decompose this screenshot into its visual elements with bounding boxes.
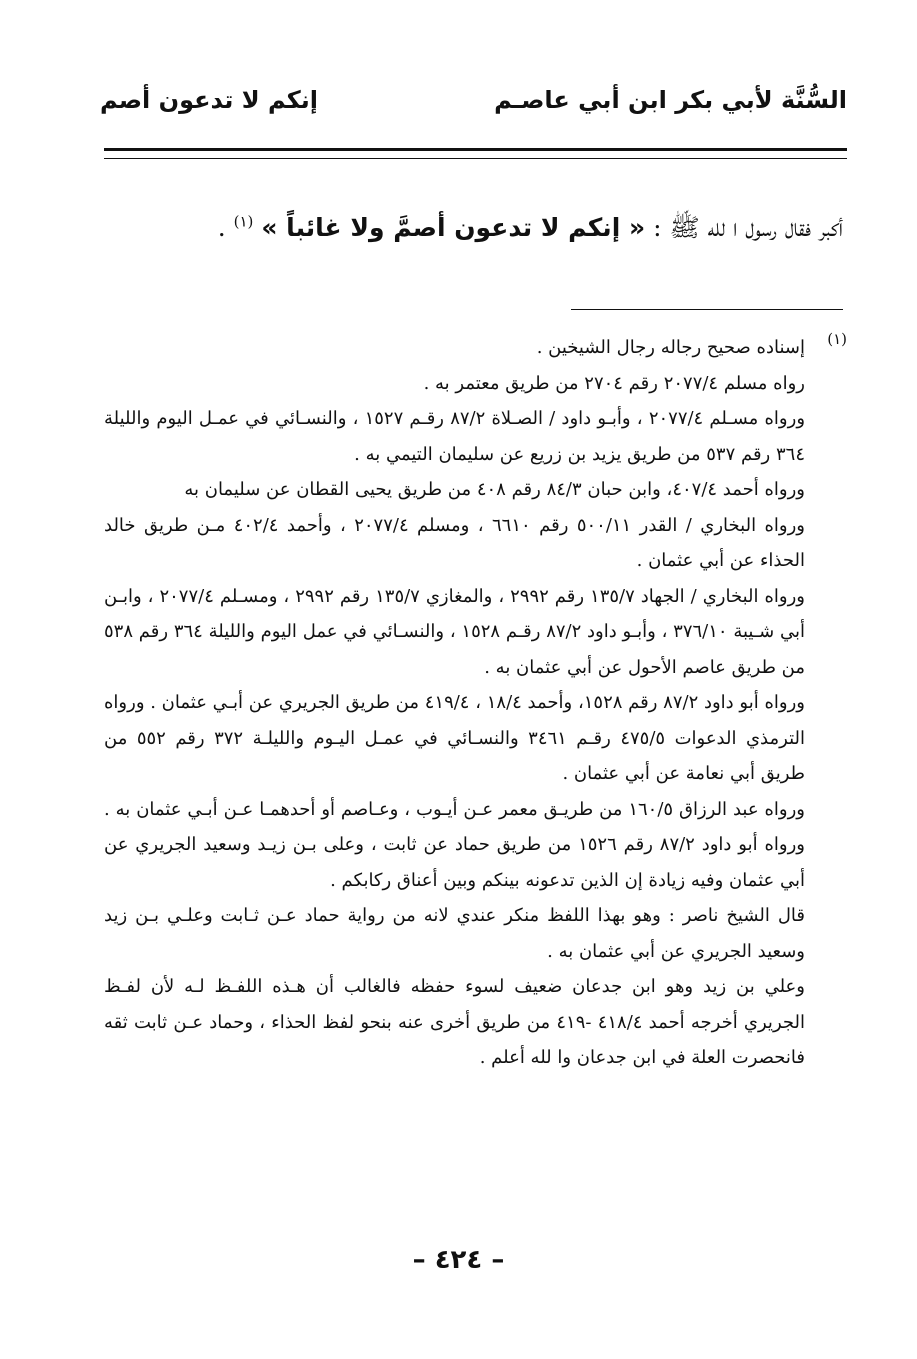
footnote-paragraph: ورواه أحمد ٤٠٧/٤، وابن حبان ٨٤/٣ رقم ٤٠٨ من طريق يحيى القطان عن سليمان به — [184, 479, 805, 500]
running-header — [100, 70, 847, 130]
chapter-title: إنكم لا تدعون أصم — [100, 86, 318, 114]
footnote-paragraph: إسناده صحيح رجاله رجال الشيخين . — [536, 337, 805, 358]
main-prefix: أكبر فقال رسول ا لله ﷺ : — [645, 213, 843, 242]
footnote-paragraph: وعلي بن زيد وهو ابن جدعان ضعيف لسوء حفظه فالغالب أن هـذه اللفـظ لـه لأن لفـظ الجريري أخرجه أحمد ٤١٨/٤ -٤١٩ من طريق أخرى عنه بنحو لفظ الحذاء ، وحماد عـن ثابت ثقه فانحصرت العلة في ابن جدعان وا لله أعلم . — [104, 976, 805, 1068]
header-rule-thick — [104, 148, 847, 151]
footnote-separator — [571, 309, 843, 310]
footnote-paragraph: ورواه مسـلم ٢٠٧٧/٤ ، وأبـو داود / الصـلاة ٨٧/٢ رقـم ١٥٢٧ ، والنسـائي في عمـل اليوم والليلة ٣٦٤ رقم ٥٣٧ من طريق يزيد بن زريع عن سليمان التيمي به . — [104, 408, 806, 465]
book-title: السُّنَّة لأبي بكر ابن أبي عاصـم — [494, 86, 847, 114]
footnote-paragraph: ورواه أبو داود ٨٧/٢ رقم ١٥٢٨، وأحمد ١٨/٤ ، ٤١٩/٤ من طريق الجريري عن أبـي عثمان . ورواه الترمذي الدعوات ٤٧٥/٥ رقـم ٣٤٦١ والنسـائي في عمـل اليـوم والليلـة ٣٧٢ رقم ٥٥٢ من طريق أبي نعامة عن أبي عثمان . — [104, 692, 805, 784]
main-text — [110, 212, 843, 249]
footnote-body — [104, 330, 805, 1076]
footnote-paragraph: ورواه البخاري / القدر ٥٠٠/١١ رقم ٦٦١٠ ، ومسلم ٢٠٧٧/٤ ، وأحمد ٤٠٢/٤ مـن طريق خالد الحذاء عن أبي عثمان . — [104, 514, 805, 571]
footnote-paragraph: رواه مسلم ٢٠٧٧/٤ رقم ٢٧٠٤ من طريق معتمر به . — [423, 372, 805, 394]
hadith-quote: « إنكم لا تدعون أصمَّ ولا غائباً » — [261, 213, 646, 242]
footnote-paragraph: قال الشيخ ناصر : وهو بهذا اللفظ منكر عندي لانه من رواية حماد عـن ثـابت وعلـي بـن زيد وسعيد الجريري عن أبي عثمان به . — [104, 905, 805, 962]
page-number: – ٤٢٤ – — [412, 1245, 505, 1275]
main-suffix: . — [217, 213, 234, 242]
footnote-paragraph: ورواه البخاري / الجهاد ١٣٥/٧ رقم ٢٩٩٢ ، والمغازي ١٣٥/٧ رقم ٢٩٩٢ ، ومسـلم ٢٠٧٧/٤ ، وابـن أبي شـيبة ٣٧٦/١٠ ، وأبـو داود ٨٧/٢ رقـم ١٥٢٨ ، والنسـائي في عمل اليوم والليلة ٣٦٤ رقم ٥٣٨ من طريق عاصم الأحول عن أبي عثمان به . — [104, 585, 805, 678]
footnote-paragraph: ورواه عبد الرزاق ١٦٠/٥ من طريـق معمر عـن أيـوب ، وعـاصم أو أحدهمـا عـن أبـي عثمان به . ورواه أبو داود ٨٧/٢ رقم ١٥٢٦ من طريق حماد عن ثابت ، وعلى بـن زيـد وسعيد الجريري عن أبي عثمان وفيه زيادة إن الذين تدعونه بينكم وبين أعناق ركابكم . — [104, 798, 805, 891]
footnote-reference: (١) — [233, 212, 254, 231]
footnote-marker: (١) — [827, 330, 847, 348]
header-rule-thin — [104, 158, 847, 159]
